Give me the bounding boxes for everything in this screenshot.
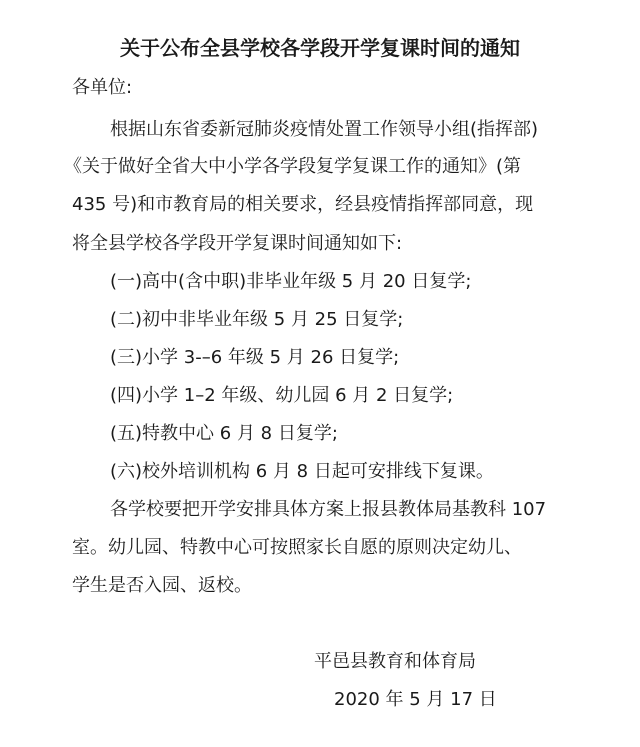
paragraph1-line-4: 将全县学校各学段开学复课时间通知如下: <box>72 233 403 254</box>
paragraph2-line-2: 室。幼儿园、特教中心可按照家长自愿的原则决定幼儿、 <box>72 537 522 558</box>
schedule-item-1: (一)高中(含中职)非毕业年级 5 月 20 日复学; <box>110 271 472 292</box>
paragraph2-line-1: 各学校要把开学安排具体方案上报县教体局基教科 107 <box>110 499 547 520</box>
issuer-signature: 平邑县教育和体育局 <box>314 651 476 672</box>
schedule-item-4: (四)小学 1–2 年级、幼儿园 6 月 2 日复学; <box>110 385 454 406</box>
greeting: 各单位: <box>72 77 133 98</box>
paragraph2-line-3: 学生是否入园、返校。 <box>72 575 252 596</box>
schedule-item-5: (五)特教中心 6 月 8 日复学; <box>110 423 338 444</box>
schedule-item-3: (三)小学 3-–6 年级 5 月 26 日复学; <box>110 347 400 368</box>
notice-title: 关于公布全县学校各学段开学复课时间的通知 <box>120 36 520 60</box>
schedule-item-2: (二)初中非毕业年级 5 月 25 日复学; <box>110 309 404 330</box>
issue-date: 2020 年 5 月 17 日 <box>334 689 497 710</box>
paragraph1-line-2: 《关于做好全省大中小学各学段复学复课工作的通知》(第 <box>64 156 522 177</box>
schedule-item-6: (六)校外培训机构 6 月 8 日起可安排线下复课。 <box>110 461 494 482</box>
paragraph1-line-3: 435 号)和市教育局的相关要求，经县疫情指挥部同意，现 <box>72 194 534 215</box>
paragraph1-line-1: 根据山东省委新冠肺炎疫情处置工作领导小组(指挥部) <box>110 119 539 140</box>
